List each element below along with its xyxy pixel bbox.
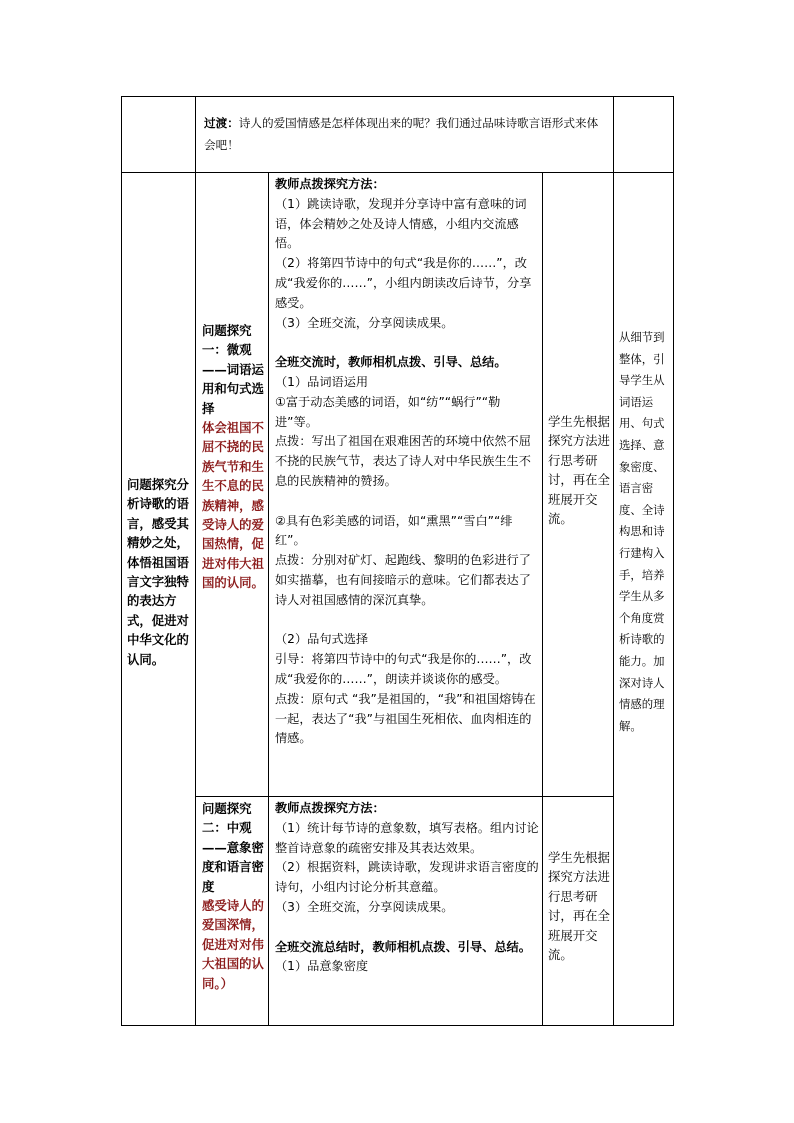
transition-cell [204,112,606,156]
teacher1-guide-note: 点拨：原句式 “我”是祖国的，“我”和祖国熔铸在一起，表达了“我”与祖国生死相依、血肉相连的情感。 [275,691,536,746]
teacher1-sub2: （2）品句式选择 [275,632,369,647]
teacher1-cell [275,175,539,749]
student2-text: 学生先根据探究方法进行思考研讨，再在全班展开交流。 [548,850,610,963]
inquiry1-goal: 体会祖国不屈不挠的民族气节和生生不息的民族精神，感受诗人的爱国热情，促进对伟大祖国的认同。 [202,420,264,591]
student1-cell [548,412,610,528]
teacher1-item1: ①富于动态美感的词语，如“纺”“蜗行”“勒进”等。 [275,394,501,429]
teacher1-item2-note: 点拨：分别对矿灯、起跑线、黎明的色彩进行了如实描摹，也有间接暗示的意味。它们都表达了诗人对祖国感情的深沉真挚。 [275,553,531,607]
spacer [275,611,539,631]
student1-text: 学生先根据探究方法进行思考研讨，再在全班展开交流。 [548,414,610,527]
table-border [121,96,122,1026]
inquiry1-cell [202,321,264,593]
teacher1-item1-note: 点拨：写出了祖国在艰难困苦的环境中依然不屈不挠的民族气节，表达了诗人对中华民族生生不息的民族精神的赞扬。 [275,434,531,488]
teacher2-step1: （1）统计每节诗的意象数，填写表格。组内讨论整首诗意象的疏密安排及其表达效果。 [275,820,539,855]
teacher2-step3: （3）全班交流，分享阅读成果。 [275,899,454,914]
teacher1-step3: （3）全班交流，分享阅读成果。 [275,315,454,330]
inquiry2-title: 问题探究二：中观——意象密度和语言密度 [202,801,264,894]
table-border [121,96,674,97]
table-border [195,96,196,1026]
table-border [268,172,269,1026]
objective-cell [127,475,189,669]
table-border [673,96,674,1026]
transition-text: 诗人的爱国情感是怎样体现出来的呢？我们通过品味诗歌言语形式来体会吧！ [204,116,599,152]
teacher2-cell [275,799,539,977]
objective-text: 问题探究分析诗歌的语言，感受其精妙之处，体悟祖国语言文字独特的表达方式，促进对中华文化的认同。 [127,477,189,667]
table-border [195,796,614,797]
transition-label: 过渡： [204,116,239,130]
teacher1-sub1: （1）品词语运用 [275,374,369,389]
inquiry2-cell [202,799,264,993]
teacher2-summary-header: 全班交流总结时，教师相机点拨、引导、总结。 [275,939,531,954]
teacher1-step2: （2）将第四节诗中的句式“我是你的……”，改成“我爱你的……”，小组内朗读改后诗节，分享感受。 [275,256,532,310]
table-border [121,1025,674,1026]
table-border [613,96,614,1026]
spacer [275,333,539,353]
teacher1-guide: 引导：将第四节诗中的句式“我是你的……”，改成“我爱你的……”，朗读并谈谈你的感受。 [275,652,532,686]
teacher2-header: 教师点拨探究方法： [275,801,385,815]
teacher2-sub1: （1）品意象密度 [275,959,369,974]
table-border [121,172,674,173]
teacher1-header: 教师点拨探究方法： [275,177,385,191]
design-intent-cell [619,327,669,737]
inquiry2-goal: 感受诗人的爱国深情，促进对对伟大祖国的认同。） [202,898,264,991]
teacher1-summary-header: 全班交流时，教师相机点拨、引导、总结。 [275,355,507,370]
spacer [275,492,539,512]
inquiry1-title: 问题探究一：微观——词语运用和句式选择 [202,323,264,416]
design-intent-text: 从细节到整体，引导学生从词语运用、句式选择、意象密度、语言密度、全诗构思和诗行建构入手，培养学生从多个角度赏析诗歌的能力。加深对诗人情感的理解。 [619,330,665,733]
student2-cell [548,848,610,964]
teacher1-step1: （1）跳读诗歌，发现并分享诗中富有意味的词语，体会精妙之处及诗人情感，小组内交流感悟。 [275,196,527,251]
teacher1-item2: ②具有色彩美感的词语，如“熏黑”“雪白”“绯红”。 [275,513,513,548]
table-border [542,172,543,1026]
teacher2-step2: （2）根据资料，跳读诗歌，发现讲求语言密度的诗句，小组内讨论分析其意蕴。 [275,860,539,895]
spacer [275,918,539,938]
